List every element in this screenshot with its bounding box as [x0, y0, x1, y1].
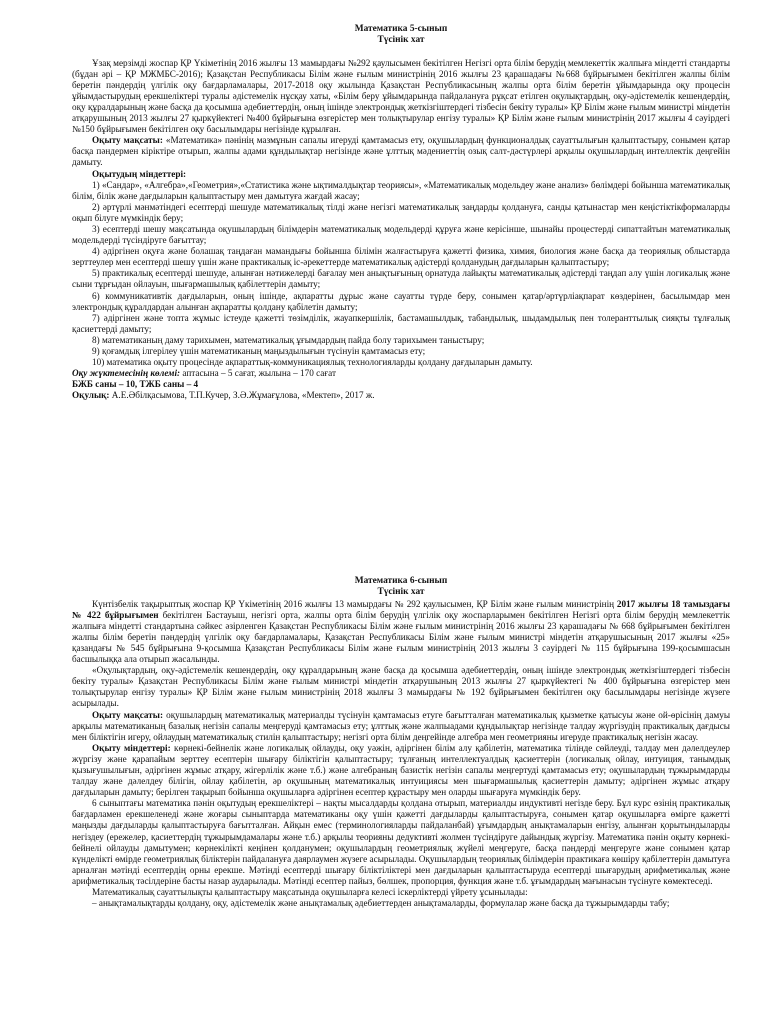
tasks-text: көрнекі-бейнелік және логикалық ойлауды, оқу уәжін, әдіргінен білім алу қабілетін, математика тілінде сөйлеуді, талдау мен дәлелдеулер жүргізу және қарапайым зерттеу есептерін шығару біліктігін қалыптастыру; тұлғаның интеллектуалдық қасиеттерін (логикалық ойлау, интуиция, танымдық қызығушылығын, әдіргінен жұмыс атқару, жігерлілік және т.б.) және алгебраның базистік негізін сапалы меңгертуді қамтамасыз ету; оқушылардың тұжырымдарды талдау және дәлелдеу білігін, ойлау қабілетін, әр оқушының математикалық интуициясы мен шығармашылық қасиеттерін дамыту; әдіргінен жұмыс атқару дағдыларын дамыту; берілген тақырып бойынша оқушыларға әдіргінен есептер құрастыру мен оларды шығаруға мүмкіндік беру.: [72, 742, 730, 798]
section-title: Математика 5-сынып: [354, 24, 448, 34]
load-label: Оқу жүктемесінің көлемі:: [72, 368, 181, 379]
task-item: 6) коммуникативтік дағдыларын, оның ішінде, ақпаратты дұрыс және сауатты түрде беру, сонымен қатар/әртүрліақпарат көздерінен, басылымдар мен электрондық құралдардан алынған ақпаратты қолдану қабілетін дамыту;: [72, 290, 730, 312]
tasks-label: Оқыту міндеттері:: [92, 742, 171, 753]
features-paragraph: 6 сыныптағы математика пәнін оқытудың ерекшеліктері – нақты мысалдарды қолдана отырып, материалды индуктивті негізде беру. Бұл курс өзінің практикалық бағдарламен ерекшеленеді және жоғары сыныптарда математиканы оқу үшін қажетті дағдыларды қалыптастыруға, сонымен қатар оқушыларға өмірге қажетті маңызды дағдыларды қалыптастыруға бағытталған. Айқын емес (терминологияларды пайдаланбай) ұғымдардың анықтамаларын енгізу, алынған қорытындыларды негіздеу (ережелер, қасиеттердің тұжырымдамалары және т.б.) арқылы теорияны дедуктивті жолмен түсіндіруге дайындық жүргізу. Математика пәнін оқыту көрнекі-бейнелі ойлауды дамытумен; көрнекіліктi кеңінен қолданумен; оқушылардың геометриялық жүйелі меңгеруге, басқа пәндерді меңгеруге және сонымен қатар күнделікті өмірде геометриялық біліктерін пайдалануға даярлаумен жүзеге асырылады. Оқушылардың теориялық білімдерін практикаға көшіру қабілеттерін дамытуға арналған мәтінді есептердің орны ерекше. Мәтінді есептерді шығару біліктіліктері мен дағдыларын қалыптастыруда есептерді шығарудың арифметикалық және арифметикалық тәсілдеріне басты назар аударылады. Мәтінді есептер пайыз, бөлшек, пропорция, функция және т.б. ұғымдардың мағынасын түсінуге көмектеседі.: [72, 798, 730, 886]
textbooks-paragraph: «Оқулықтардың, оқу-әдістемелік кешендердің, оқу құралдарының және басқа да қосымша әдебиеттердің, оның ішінде электрондық жеткізгіштердегі тізбесін бекіту туралы» Қазақстан Республикасы Білім және ғылым министрі міндетін атқарушының 2013 жылғы 27 қыркүйектегі № 400 бұйрығына өзгерістер мен толықтырулар енгізу туралы» ҚР Білім және ғылым министрінің 2018 жылғы 3 мамырдағы № 192 бұйрығымен бекітілген оқу басылымдары негізінде жүзеге асырылады.: [72, 665, 730, 709]
literacy-paragraph: Математикалық сауаттылықты қалыптастыру мақсатында оқушыларға келесі іскерліктерді үйрету ұсынылады:: [92, 887, 528, 898]
section-title: Математика 6-сынып: [354, 576, 448, 586]
section-grade6: [72, 576, 730, 909]
load-text: аптасына – 5 сағат, жылына – 170 сағат: [182, 368, 336, 379]
intro-text-a: Күнтізбелік тақырыптық жоспар ҚР Үкіметінің 2016 жылғы 13 мамырдағы № 292 қаулысымен, ҚР Білім және ғылым министрінің: [92, 598, 617, 609]
section-subtitle: Түсінік хат: [377, 35, 425, 46]
task-item: 3) есептерді шешу мақсатында оқушылардың білімдерін математикалық модельдерді құруға және керісінше, шынайы процестерді сипаттайтын математикалық модельдерді түсіндіруге бағыттау;: [72, 224, 730, 246]
goal-paragraph: [72, 710, 730, 743]
textbook-line: [72, 390, 730, 401]
task-item: 10) математика оқыту процесінде ақпараттық-коммуникациялық технологияларды қолдану дағдыларын дамыту.: [92, 357, 533, 368]
tasks-label: Оқытудың міндеттері:: [92, 168, 187, 179]
goal-label: Оқыту мақсаты:: [92, 135, 163, 146]
intro-order-bold: 2017 жылғы 18 тамыздағы № 422 бұйрығымен: [72, 598, 730, 620]
section-subtitle: Түсінік хат: [377, 587, 425, 598]
textbook-label: Оқулық:: [72, 390, 110, 401]
intro-paragraph: Ұзақ мерзімді жоспар ҚР Үкіметінің 2016 жылғы 13 мамырдағы №292 қаулысымен бекітілген Негізгі орта білім берудің мемлекеттік жалпыға міндетті стандарты (бұдан әрі – ҚР МЖМБС-2016); Қазақстан Республикасы Білім және ғылым министрінің 2016 жылғы 23 қарашадағы №668 бұйрығымен бекітілген жалпы білім беретін пәндердің үлгілік оқу бағдарламалары, 2017-2018 оқу жылында Қазақстан Республикасының жалпы орта білім беретін ұйымдарында оқу процесін ұйымдастырудың ерекшеліктері туралы әдістемелік нұсқау хаты, «Білім беру ұйымдарында пайдалануға рұқсат етілген оқулықтардың, оқу-әдістемелік кешендердің, оқу құралдарының және басқа да қосымша әдебиеттердің, оның ішінде электрондық жеткізгіштердегі тізбесін бекіту туралы» ҚР Білім және ғылым министрі міндетін атқарушының 2013 жылғы 27 қыркүйектегі №400 бұйрығына өзгерістер мен толықтырулар енгізу туралы» ҚР Білім және ғылым министрінің 2017 жылғы 4 сәуірдегі №150 бұйрығымен бекітілген оқу басылымдары негізінде құрылған.: [72, 57, 730, 135]
goal-paragraph: [72, 135, 730, 168]
tasks-heading: [72, 169, 730, 180]
task-item: 5) практикалық есептерді шешуде, алынған нәтижелерді бағалау мен анықтығының орнатуда лайықты математикалық әдістерді таңдап алу үшін логикалық және сыни тұрғыдан ойлауын, шығармашылық қабілеттерін дамыту;: [72, 268, 730, 290]
intro-text-c: бекітілген Бастауыш, негізгі орта, жалпы орта білім берудің үлгілік оқу жоспарларымен бекітілген Негізгі орта білім берудің мемлекеттік жалпыға міндетті стандартына сәйкес әзірленген Қазақстан Республикасы Білім және ғылым министрінің 2016 жылғы 23 қарашадағы № 668 бұйрығымен бекітілген жалпы білім беретін пәндердің үлгілік оқу бағдарламалары, Қазақстан Республикасы Білім және ғылым министрі міндетін атқарушысының 2017 жылғы «25» қазандағы № 545 бұйрығына 9-қосымша Қазақстан Республикасы Білім және ғылым министрінің 2013 жылғы 3 сәуірдегі № 115 бұйрығына 199-қосымшасын басшылыққа ала отырып жасалынды.: [72, 609, 730, 665]
goal-text: оқушылардың математикалық материалды түсінуін қамтамасыз етуге бағытталған математикалық қызметке қатысуы және ой-өрісінің дамуы арқылы математиканың базалық негізін сапалы меңгеруді қамтамасыз ету; ұлттық және жалпыадами құндылықтар негізінде талдау жүргізудің практикалық дағдысы мен біліктігін игеру, ойлаудың математикалық стилін қалыптастыру; негізгі орта білім деңгейінде алгебра мен геометрияны игеруде практикалық негізін жасау.: [72, 709, 730, 742]
tasks-paragraph: [72, 743, 730, 798]
goal-label: Оқыту мақсаты:: [92, 709, 164, 720]
task-item: 7) әдіргінен және топта жұмыс істеуде қажетті төзімділік, жауапкершілік, бастамашылдық, табандылық, шыдамдылық пен толеранттылық сияқты тұлғалық қасиеттерді дамыту;: [72, 312, 730, 334]
task-item: 4) әдіргінен оқуға және болашақ таңдаған мамандығы бойынша білімін жалғастыруға қажетті физика, химия, биология және басқа да теориялық облыстарда зерттеулер мен есептерді шешу үшін және практикалық іс-әрекеттерде математикалық әдістерді қолданудың дағдыларын қалыптастыру;: [72, 246, 730, 268]
textbook-text: А.Е.Әбілқасымова, Т.П.Кучер, З.Ә.Жұмағұлова, «Мектеп», 2017 ж.: [111, 390, 375, 401]
goal-text: «Математика» пәнінің мазмұнын сапалы игеруді қамтамасыз ету, оқушылардың функционалдық сауаттылығын қалыптастыру, сонымен қатар басқа пәндермен кіріктіре отырып, жалпы адами құндылықтар негізінде және ұлттық мәдениеттің озық салт-дәстүрлері арқылы оқушылардың интеллектік деңгейін дамыту.: [72, 135, 731, 168]
task-item: 2) әртүрлі мәнмәтіндегі есептерді шешуде математикалық тілді және негізгі математикалық заңдарды қолдануға, санды қатынастар мен кеңістіктікформаларды оқып білуге мүмкіндік беру;: [72, 201, 730, 223]
task-item: 9) қоғамдық ілгерілеу үшін математиканың маңыздылығын түсінуін қамтамасыз ету;: [92, 346, 426, 357]
section-grade5: [72, 24, 730, 402]
task-item: 8) математиканың даму тарихымен, математикалық ұғымдардың пайда болу тарихымен таныстыру;: [92, 334, 485, 345]
load-line: [72, 368, 730, 379]
assessment-counts: БЖБ саны – 10, ТЖБ саны – 4: [72, 379, 199, 390]
intro-paragraph: [72, 599, 730, 666]
skills-list-item: – анықтамалықтарды қолдану, оқу, әдістемелік және анықтамалық әдебиеттерден анықтамаларды, формулалар және басқа да тұжырымдарды табу;: [92, 898, 670, 909]
task-item: 1) «Сандар», «Алгебра»,«Геометрия»,«Статистика және ықтималдықтар теориясы», «Математикалық модельдеу және анализ» бөлімдері бойынша математикалық білім, білік және дағдыларын қалыптастыру мен дамытуға жағдай жасау;: [72, 179, 730, 201]
